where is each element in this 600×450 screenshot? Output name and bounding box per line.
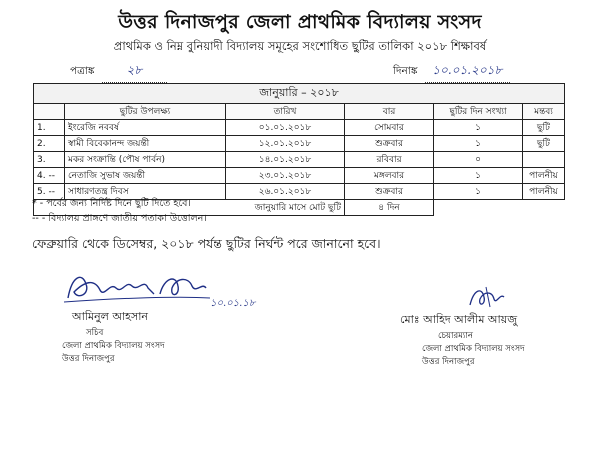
chairman-designation: চেয়ারম্যান [438, 331, 473, 341]
memo-number-label: পত্রাঙ্ক [70, 65, 95, 77]
table-row [34, 152, 565, 168]
signature-block-secretary [60, 268, 280, 366]
header-serial [34, 104, 65, 120]
document-subtitle: প্রাথমিক ও নিম্ন বুনিয়াদী বিদ্যালয় সমূহের সংশোধিত ছুটির তালিকা ২০১৮ শিক্ষাবর্ষ [113, 39, 487, 53]
row-serial: 4. -- [34, 168, 65, 184]
row-remarks: ছুটি [523, 136, 565, 152]
chairman-place: উত্তর দিনাজপুর [422, 357, 475, 367]
row-date: ২৩.০১.২০১৮ [226, 168, 345, 184]
month-title: জানুয়ারি – ২০১৮ [34, 84, 565, 104]
row-remarks: পালনীয় [523, 168, 565, 184]
header-date: তারিখ [226, 104, 345, 120]
signature-scribble-right [400, 285, 580, 309]
row-count: ১ [434, 168, 523, 184]
memo-date-value: ১০.০১.২০১৮ [425, 62, 510, 83]
row-serial: 5. -- [34, 184, 65, 200]
row-remarks: ছুটি [523, 120, 565, 136]
row-count: ১ [434, 120, 523, 136]
header-count: ছুটির দিন সংখ্যা [434, 104, 523, 120]
signature-date-left: ১০.০১.১৮ [210, 298, 256, 309]
row-day: সোমবার [345, 120, 434, 136]
memo-date-label: দিনাঙ্ক [393, 65, 418, 77]
row-count: ১ [434, 184, 523, 200]
row-occasion: স্বামী বিবেকানন্দ জয়ন্তী [65, 136, 226, 152]
signature-block-chairman [400, 285, 580, 369]
table-row [34, 136, 565, 152]
row-day: শুক্রবার [345, 184, 434, 200]
row-day: রবিবার [345, 152, 434, 168]
memo-date [393, 62, 510, 83]
header-day: বার [345, 104, 434, 120]
header-remarks: মন্তব্য [523, 104, 565, 120]
row-day: মঙ্গলবার [345, 168, 434, 184]
row-serial: 2. [34, 136, 65, 152]
total-label: জানুয়ারি মাসে মোট ছুটি [34, 200, 345, 216]
table-header-row [34, 104, 565, 120]
row-occasion: নেতাজি সুভাষ জয়ন্তী [65, 168, 226, 184]
row-remarks: পালনীয় [523, 184, 565, 200]
row-serial: 3. [34, 152, 65, 168]
secretary-designation: সচিব [86, 328, 104, 338]
row-date: ২৬.০১.২০১৮ [226, 184, 345, 200]
chairman-name: মোঃ আহিদ আলীম আয়জু [400, 313, 518, 326]
row-count: ০ [434, 152, 523, 168]
row-occasion: ইংরেজি নববর্ষ [65, 120, 226, 136]
row-count: ১ [434, 136, 523, 152]
row-serial: 1. [34, 120, 65, 136]
chairman-org: জেলা প্রাথমিক বিদ্যালয় সংসদ [422, 344, 525, 354]
row-date: ০১.০১.২০১৮ [226, 120, 345, 136]
footnotes [32, 196, 207, 226]
row-date: ১৪.০১.২০১৮ [226, 152, 345, 168]
secretary-org: জেলা প্রাথমিক বিদ্যালয় সংসদ [62, 341, 165, 351]
total-value: ৪ দিন [345, 200, 434, 216]
row-remarks [523, 152, 565, 168]
footnote-item: -- - বিদ্যালয় প্রাঙ্গণে জাতীয় পতাকা উত্তোলন। [32, 213, 207, 224]
memo-number [70, 62, 167, 83]
row-day: শুক্রবার [345, 136, 434, 152]
table-row [34, 168, 565, 184]
row-date: ১২.০১.২০১৮ [226, 136, 345, 152]
secretary-place: উত্তর দিনাজপুর [62, 354, 115, 364]
table-row [34, 120, 565, 136]
footnote-item: * - পর্বের জন্য নির্দিষ্ট দিনে ছুটি দিতে হবে। [32, 198, 191, 209]
schedule-notice: ফেব্রুয়ারি থেকে ডিসেম্বর, ২০১৮ পর্যন্ত ছুটির নির্ঘন্ট পরে জানানো হবে। [32, 236, 381, 251]
memo-number-value: ২৮ [102, 62, 167, 83]
header-occasion: ছুটির উপলক্ষ্য [65, 104, 226, 120]
secretary-name: আমিনুল আহসান [72, 310, 148, 323]
document-title: উত্তর দিনাজপুর জেলা প্রাথমিক বিদ্যালয় সংসদ [118, 11, 482, 33]
row-occasion: মকর সংক্রান্তি (পৌষ পার্বন) [65, 152, 226, 168]
row-occasion: সাধারণতন্ত্র দিবস [65, 184, 226, 200]
